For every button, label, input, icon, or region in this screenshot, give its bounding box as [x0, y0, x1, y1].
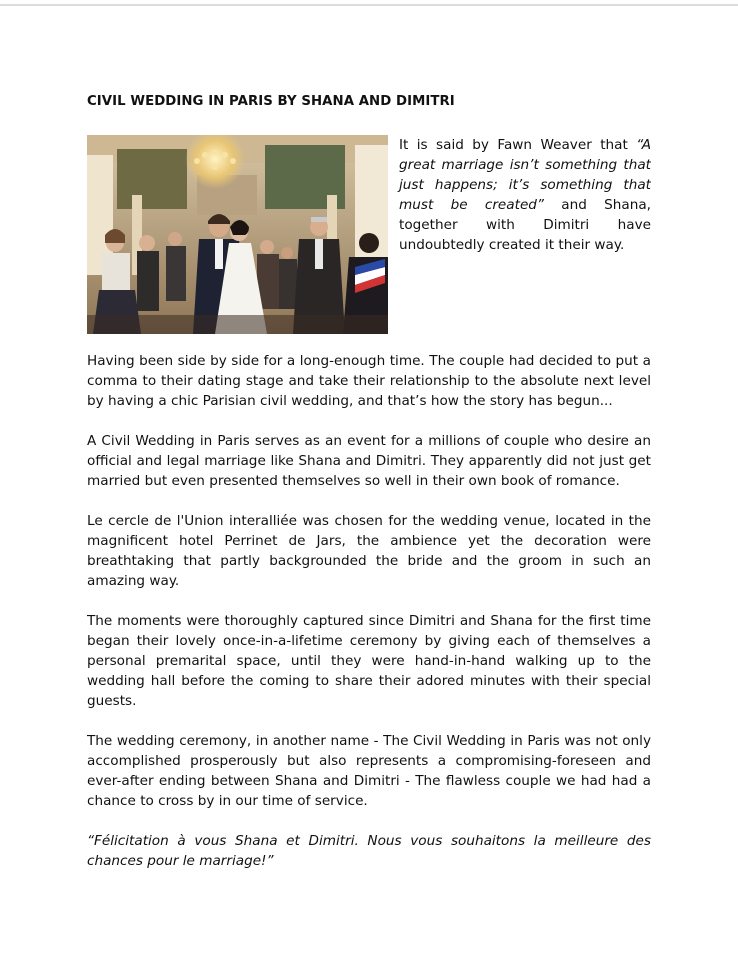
body-paragraph: The wedding ceremony, in another name - The Civil Wedding in Paris was not only accomplished prosperously but also represents a compromising-foreseen and ever-after ending between Shana and Dimitri - The flawless couple we had had a chance to cross by in our time of service. [87, 733, 651, 809]
closing-quote [87, 831, 651, 871]
body-paragraph: The moments were thoroughly captured since Dimitri and Shana for the first time began their lovely once-in-a-lifetime ceremony by giving each of themselves a personal premarital space, until they were hand-in-hand walking up to the wedding hall before the coming to share their adored minutes with their special guests. [87, 613, 651, 709]
body-paragraph: Having been side by side for a long-enough time. The couple had decided to put a comma to their dating stage and take their relationship to the absolute next level by having a chic Parisian civil wedding, and that’s how the story has begun... [87, 353, 651, 409]
intro-lead: It is said by Fawn Weaver that [399, 137, 637, 153]
fawn-weaver-quote: “A great marriage isn’t something that just happens; it’s something that must be created” [399, 137, 651, 213]
wedding-ceremony-photo [87, 135, 388, 334]
body-paragraph: Le cercle de l'Union interalliée was chosen for the wedding venue, located in the magnificent hotel Perrinet de Jars, the ambience yet the decoration were breathtaking that partly backgrounded the bride and the groom in such an amazing way. [87, 513, 651, 589]
intro-tail: and Shana, together with Dimitri have undoubtedly created it their way. [399, 197, 651, 253]
article [87, 92, 651, 871]
closing-quote-text: “Félicitation à vous Shana et Dimitri. Nous vous souhaitons la meilleure des chances pour le marriage!” [87, 833, 651, 869]
body-paragraph: A Civil Wedding in Paris serves as an event for a millions of couple who desire an official and legal marriage like Shana and Dimitri. They apparently did not just get married but even presented themselves so well in their own book of romance. [87, 433, 651, 489]
intro-block [87, 135, 651, 334]
top-divider [0, 4, 738, 6]
article-title: CIVIL WEDDING IN PARIS BY SHANA AND DIMITRI [87, 94, 455, 109]
